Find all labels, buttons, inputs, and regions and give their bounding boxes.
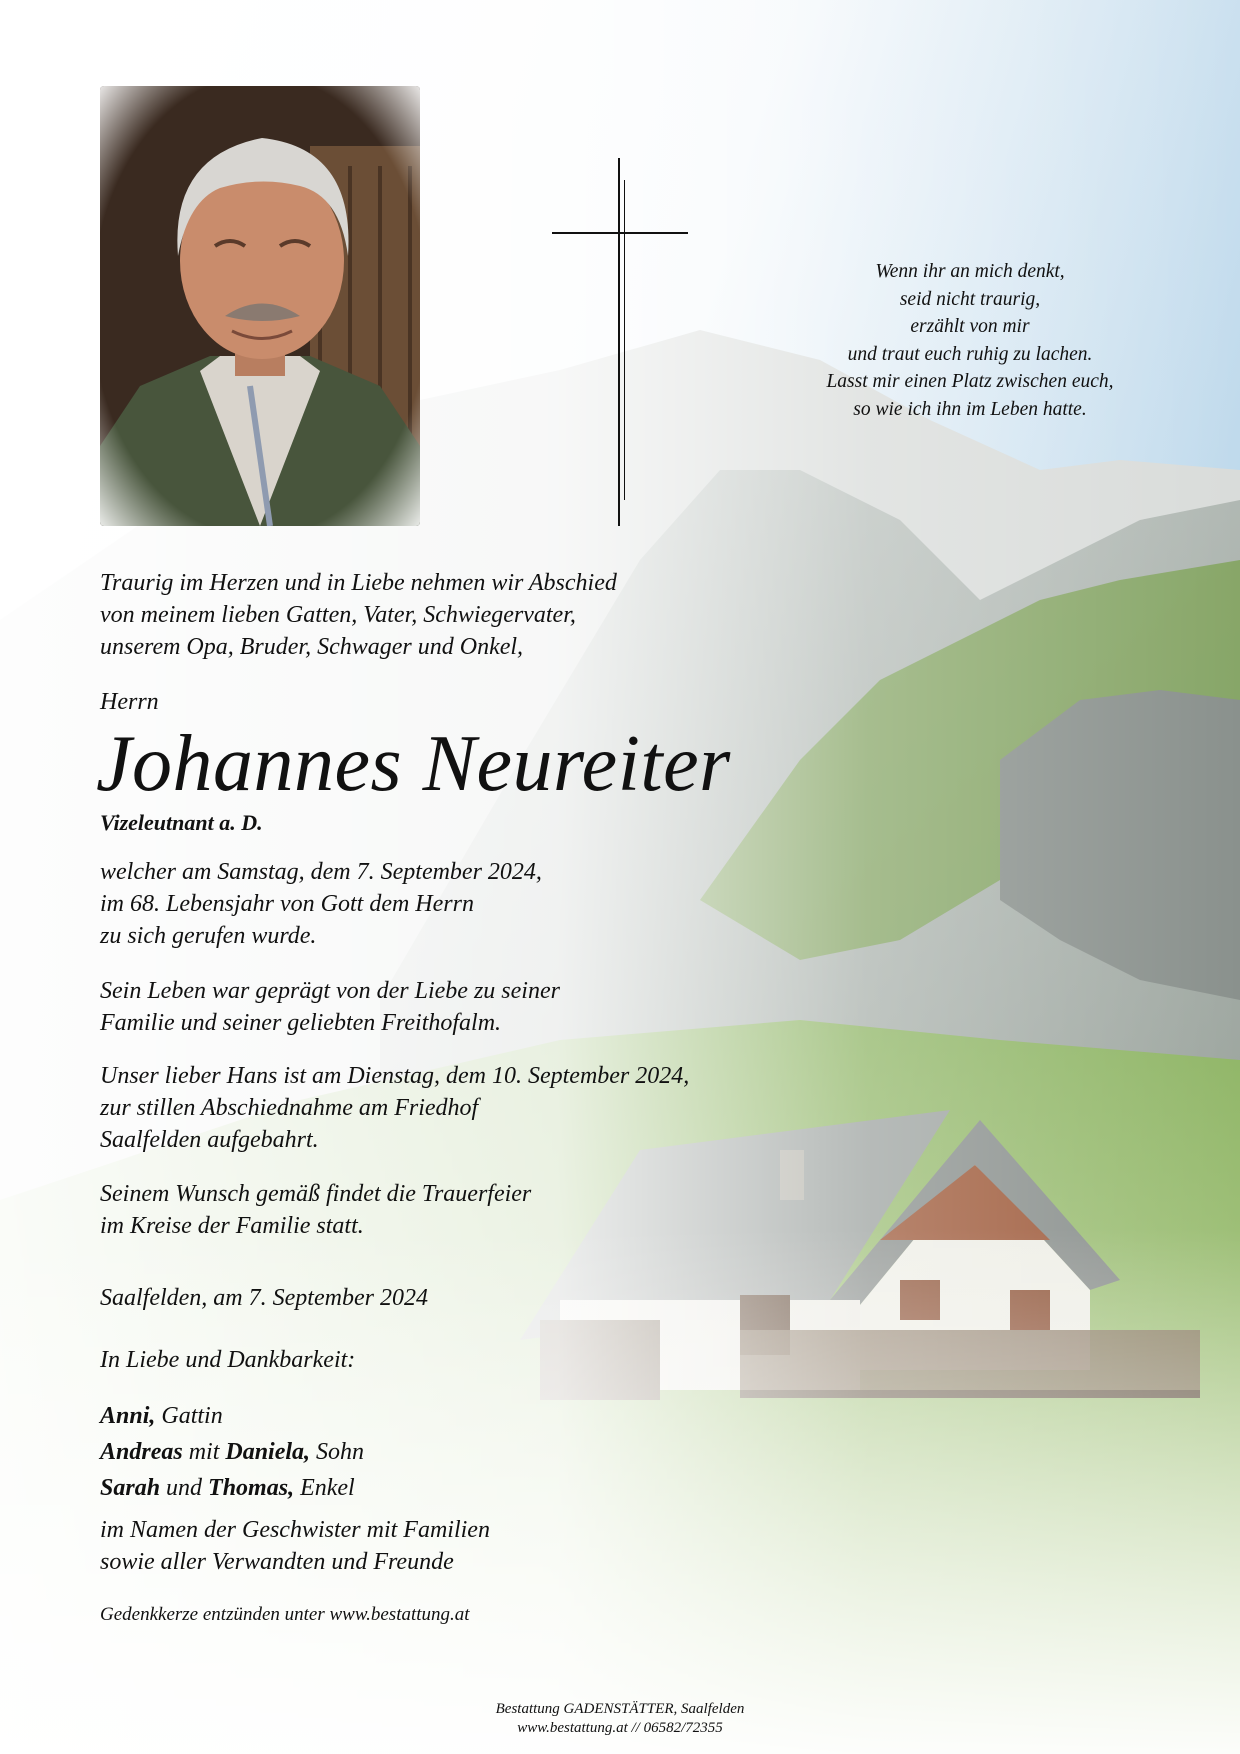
cross-icon (552, 158, 688, 526)
family-line: im Namen der Geschwister mit Familien (100, 1517, 490, 1543)
poem-line: Wenn ihr an mich denkt, (875, 261, 1065, 282)
footer-contact: www.bestattung.at // 06582/72355 (517, 1720, 723, 1736)
intro-line: von meinem lieben Gatten, Vater, Schwiegervater, (100, 602, 576, 628)
intro-text (100, 567, 617, 663)
death-line: welcher am Samstag, dem 7. September 2024, (100, 859, 542, 885)
salutation: Herrn (100, 689, 159, 715)
poem-line: so wie ich ihn im Leben hatte. (853, 398, 1087, 420)
ceremony-line: im Kreise der Familie statt. (100, 1213, 364, 1239)
mourner-line (100, 1398, 364, 1434)
mourner-connector: mit (182, 1439, 226, 1465)
life-text (100, 975, 560, 1039)
mourner-relation: Gattin (155, 1403, 223, 1429)
life-line: Sein Leben war geprägt von der Liebe zu seiner (100, 978, 560, 1004)
poem-line: seid nicht traurig, (899, 288, 1041, 310)
viewing-notice (100, 1060, 689, 1156)
mourner-connector: und (160, 1475, 209, 1501)
footer (420, 1700, 820, 1738)
ceremony-line: Seinem Wunsch gemäß findet die Trauerfeier (100, 1181, 532, 1207)
deceased-title: Vizeleutnant a. D. (100, 810, 263, 835)
intro-line: unserem Opa, Bruder, Schwager und Onkel, (100, 634, 524, 660)
death-notice (100, 856, 542, 952)
footer-company: Bestattung GADENSTÄTTER, Saalfelden (495, 1701, 745, 1717)
poem-line: und traut euch ruhig zu lachen. (847, 343, 1093, 365)
viewing-line: zur stillen Abschiednahme am Friedhof (100, 1095, 479, 1121)
mourner-name: Anni, (100, 1403, 156, 1429)
family-text (100, 1514, 490, 1578)
mourner-name: Sarah (100, 1475, 161, 1501)
mourner-relation: Enkel (294, 1475, 355, 1501)
viewing-line: Saalfelden aufgebahrt. (100, 1127, 319, 1153)
poem-line: Lasst mir einen Platz zwischen euch, (826, 371, 1114, 392)
poem (760, 258, 1180, 423)
deceased-name: Johannes Neureiter (96, 720, 731, 808)
family-line: sowie aller Verwandten und Freunde (100, 1549, 454, 1575)
mourner-name: Daniela, (225, 1439, 311, 1465)
place-date: Saalfelden, am 7. September 2024 (100, 1285, 428, 1311)
ceremony-notice (100, 1178, 531, 1242)
mourner-name: Thomas, (208, 1475, 295, 1501)
mourner-line (100, 1470, 364, 1506)
viewing-line: Unser lieber Hans ist am Dienstag, dem 10. September 2024, (100, 1063, 690, 1089)
portrait-photo (100, 86, 420, 526)
mourner-line (100, 1434, 364, 1470)
mourner-relation: Sohn (310, 1439, 365, 1465)
candle-note: Gedenkkerze entzünden unter www.bestattung.at (100, 1604, 470, 1625)
mourner-name: Andreas (100, 1439, 183, 1465)
death-line: im 68. Lebensjahr von Gott dem Herrn (100, 891, 474, 917)
mourners-list (100, 1398, 364, 1506)
life-line: Familie und seiner geliebten Freithofalm. (100, 1010, 502, 1036)
poem-line: erzählt von mir (910, 316, 1030, 337)
intro-line: Traurig im Herzen und in Liebe nehmen wir Abschied (100, 570, 617, 596)
death-line: zu sich gerufen wurde. (100, 923, 317, 949)
gratitude-line: In Liebe und Dankbarkeit: (100, 1347, 356, 1373)
